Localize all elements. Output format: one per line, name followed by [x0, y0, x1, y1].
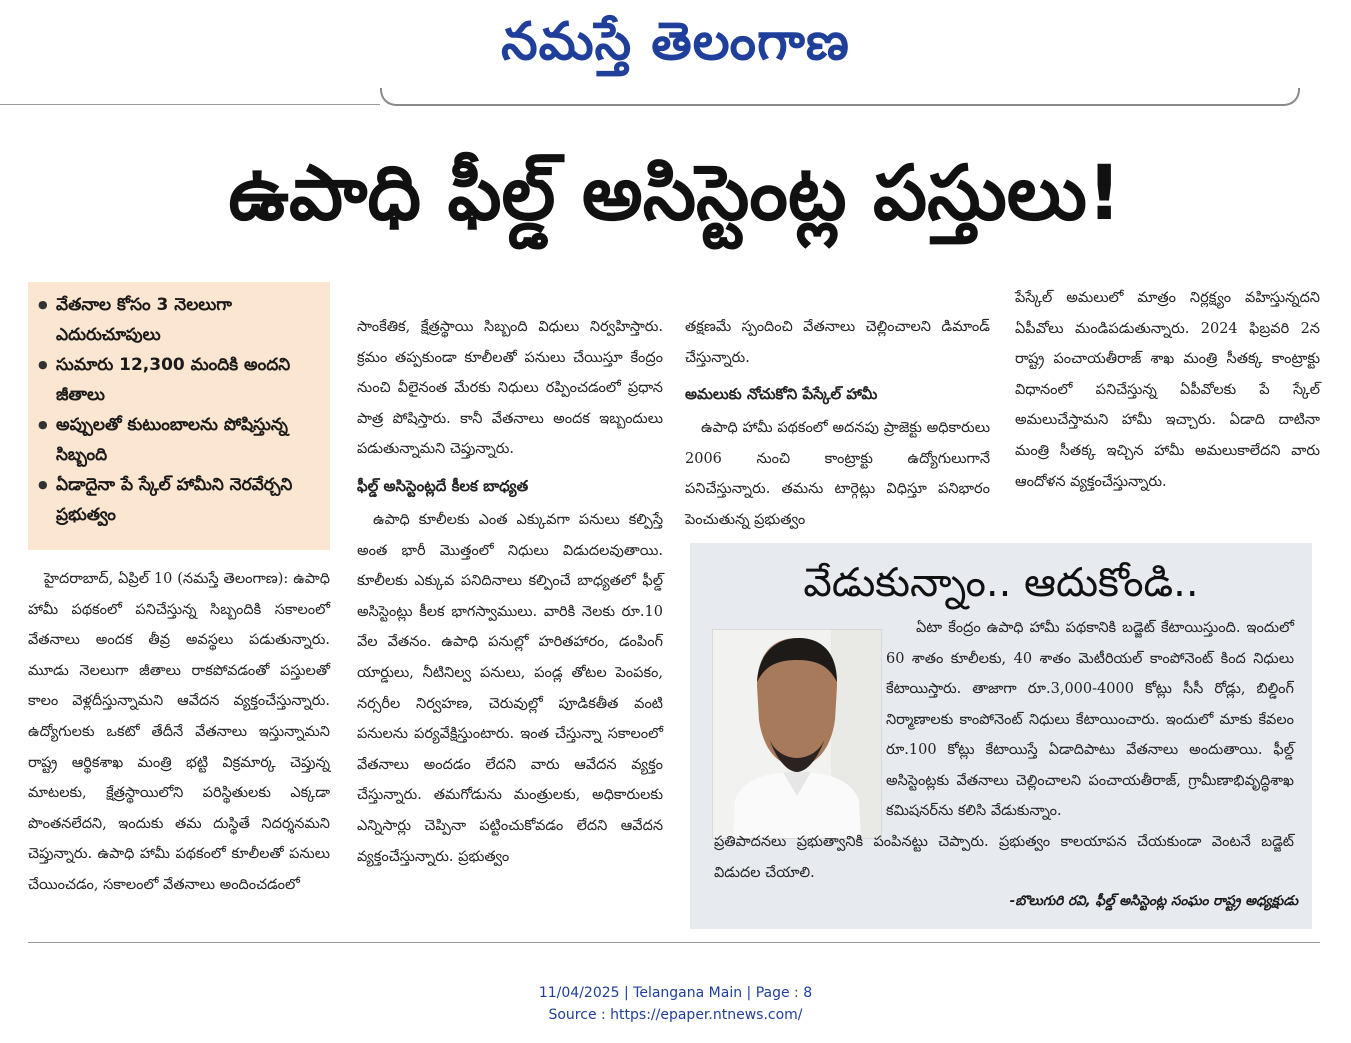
- article-column-1: [28, 564, 330, 901]
- paragraph: హైదరాబాద్, ఏప్రిల్ 10 (నమస్తే తెలంగాణ): ఉపాధి హామీ పథకంలో పనిచేస్తున్న సిబ్బందికి సకాలంలో వేతనాలు అందక తీవ్ర అవస్థలు పడుతున్నారు. మూడు నెలలుగా జీతాలు రాకపోవడంతో పస్తులతో కాలం వెళ్లదీస్తున్నామని ఆవేదన వ్యక్తంచేస్తున్నారు. ఉద్యోగులకు ఒకటో తేదీనే వేతనాలు ఇస్తున్నామని రాష్ట్ర ఆర్థికశాఖ మంత్రి భట్టి విక్రమార్క చెప్తున్న మాటలకు, క్షేత్రస్థాయిలోని పరిస్థితులకు ఎక్కడా పొంతనలేదని, ఇందుకు తమ దుస్థితే నిదర్శనమని చెప్తున్నారు. ఉపాధి హామీ పథకంలో కూలీలతో పనులు చేయించడం, సకాలంలో వేతనాలు అందించడంలో: [28, 571, 330, 893]
- article-column-3: [685, 312, 990, 536]
- quote-signature: -బొలుగురి రవి, ఫీల్డ్ అసిస్టెంట్ల సంఘం రాష్ట్ర అధ్యక్షుడు: [1009, 893, 1298, 909]
- quote-paragraph: ఏటా కేంద్రం ఉపాధి హామీ పథకానికి బడ్జెట్ కేటాయిస్తుంది. ఇందులో 60 శాతం కూలీలకు, 40 శాతం మెటీరియల్ కాంపోనెంట్ కింద నిధులు కేటాయిస్తారు. తాజాగా రూ.3,000-4000 కోట్లు సీసీ రోడ్లు, బిల్డింగ్ నిర్మాణాలకు కాంపోనెంట్ నిధులు కేటాయించారు. ఇందులో మాకు కేవలం రూ.100 కోట్లు కేటాయిస్తే ఏడాదిపాటు వేతనాలు అందుతాయి. ఫీల్డ్ అసిస్టెంట్లకు వేతనాలు చెల్లించాలని పంచాయతీరాజ్, గ్రామీణాభివృద్ధిశాఖ కమిషనర్‌ను కలిసి వేడుకున్నాం.: [886, 620, 1294, 819]
- paragraph: ఉపాధి హామీ పథకంలో అదనపు ప్రాజెక్టు అధికారులు 2006 నుంచి కాంట్రాక్టు ఉద్యోగులుగానే పనిచేస్తున్నారు. తమను టార్గెట్లు విధిస్తూ పనిభారం పెంచుతున్న ప్రభుత్వం: [685, 420, 990, 528]
- footer-source-line: Source : https://epaper.ntnews.com/: [548, 1007, 803, 1023]
- masthead-logo: నమస్తే తెలంగాణ: [501, 12, 850, 72]
- paragraph: పేస్కేల్ అమలులో మాత్రం నిర్లక్ష్యం వహిస్తున్నదని ఏపీవోలు మండిపడుతున్నారు. 2024 ఫిబ్రవరి 2న రాష్ట్ర పంచాయతీరాజ్ శాఖ మంత్రి సీతక్క కాంట్రాక్టు విధానంలో పనిచేస్తున్న ఏపీవోలకు పే స్కేల్ అమలుచేస్తామని హామీ ఇచ్చారు. ఏడాది దాటినా మంత్రి సీతక్క ఇచ్చిన హామీ అమలుకాలేదని వారు ఆందోళన వ్యక్తంచేస్తున్నారు.: [1015, 290, 1320, 490]
- highlight-item: ● సుమారు 12,300 మందికి అందని జీతాలు: [38, 350, 320, 410]
- masthead-rule-left: [0, 104, 380, 105]
- highlight-item: ● వేతనాల కోసం 3 నెలలుగా ఎదురుచూపులు: [38, 290, 320, 350]
- quote-paragraph-full: ప్రతిపాదనలు ప్రభుత్వానికి పంపినట్టు చెప్పారు. ప్రభుత్వం కాలయాపన చేయకుండా వెంటనే బడ్జెట్ విడుదల చేయాలి.: [714, 834, 1294, 881]
- quote-title: వేడుకున్నాం.. ఆదుకోండి..: [803, 560, 1199, 606]
- masthead-rule-right: [380, 88, 1300, 106]
- quote-text: [714, 613, 1294, 881]
- person-photo: [712, 629, 882, 839]
- subheading: ఫీల్డ్ అసిస్టెంట్లదే కీలక బాధ్యత: [357, 476, 529, 495]
- paragraph: ఉపాధి కూలీలకు ఎంత ఎక్కువగా పనులు కల్పిస్తే అంత భారీ మొత్తంలో నిధులు విడుదలవుతాయి. కూలీలకు ఎక్కువ పనిదినాలు కల్పించే బాధ్యతలో ఫీల్డ్ అసిస్టెంట్లు కీలక భాగస్వాములు. వారికి నెలకు రూ.10 వేల వేతనం. ఉపాధి పనుల్లో హరితహారం, డంపింగ్ యార్డులు, నీటినిల్వ పనులు, పండ్ల తోటల పెంపకం, నర్సరీల నిర్వహణ, చెరువుల్లో పూడికతీత వంటి పనులను పర్యవేక్షిస్తుంటారు. ఇంత చేస్తున్నా సకాలంలో వేతనాలు అందడం లేదని వారు ఆవేదన వ్యక్తం చేస్తున్నారు. తమగోడును మంత్రులకు, అధికారులకు ఎన్నిసార్లు చెప్పినా పట్టించుకోవడం లేదని ఆవేదన వ్యక్తంచేస్తున్నారు. ప్రభుత్వం: [357, 511, 663, 865]
- article-column-2: [357, 312, 663, 872]
- headline: ఉపాధి ఫీల్డ్ అసిస్టెంట్ల పస్తులు!: [228, 148, 1122, 237]
- paragraph: సాంకేతిక, క్షేత్రస్థాయి సిబ్బంది విధులు నిర్వహిస్తారు. క్రమం తప్పకుండా కూలీలతో పనులు చేయిస్తూ కేంద్రం నుంచి వీలైనంత మేరకు నిధులు రప్పించడంలో ప్రధాన పాత్ర పోషిస్తారు. కానీ వేతనాలు అందక ఇబ్బందులు పడుతున్నామని చెప్తున్నారు.: [357, 319, 663, 458]
- highlight-item: ● ఏడాదైనా పే స్కేల్ హామీని నెరవేర్చని ప్రభుత్వం: [38, 470, 320, 530]
- highlight-item: ● అప్పులతో కుటుంబాలను పోషిస్తున్న సిబ్బంది: [38, 410, 320, 470]
- footer-date-line: 11/04/2025 | Telangana Main | Page : 8: [538, 985, 813, 1001]
- subheading: అమలుకు నోచుకోని పేస్కేల్ హామీ: [685, 385, 878, 404]
- footer: [0, 982, 1351, 1026]
- highlights-box: [28, 282, 330, 550]
- bottom-rule: [28, 942, 1320, 943]
- quote-box: [690, 543, 1312, 929]
- person-photo-image: [713, 630, 881, 838]
- paragraph: తక్షణమే స్పందించి వేతనాలు చెల్లించాలని డిమాండ్ చేస్తున్నారు.: [685, 319, 990, 366]
- article-column-4: [1015, 283, 1320, 497]
